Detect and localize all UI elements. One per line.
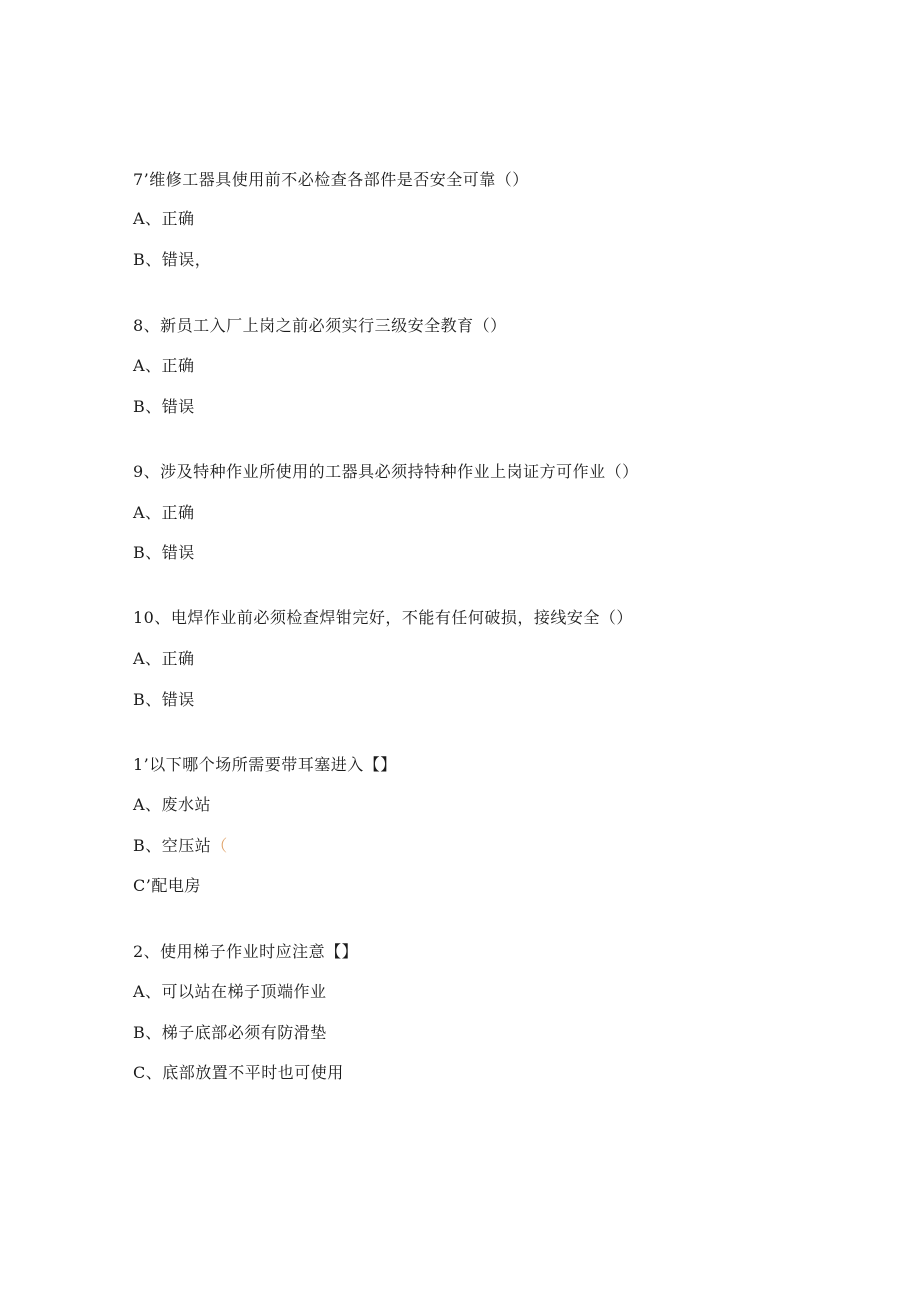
question-8-option-a: A、正确	[133, 356, 195, 375]
question-7-option-a: A、正确	[133, 209, 195, 228]
question-9-stem: 9、涉及特种作业所使用的工器具必须持特种作业上岗证方可作业（）	[133, 462, 639, 481]
mc-question-1-option-c: C’配电房	[133, 876, 201, 895]
question-8-option-b: B、错误	[133, 397, 195, 416]
question-7-option-b: B、错误，	[133, 250, 212, 269]
question-10-option-a: A、正确	[133, 649, 195, 668]
question-7-stem: 7’维修工器具使用前不必检查各部件是否安全可靠（）	[133, 170, 529, 189]
mc-question-1-stem: 1’以下哪个场所需要带耳塞进入【】	[133, 755, 397, 774]
mc-question-2-stem: 2、使用梯子作业时应注意【】	[133, 942, 359, 961]
mc-question-1-option-b: B、空压站	[133, 836, 212, 855]
stray-bracket-mark: （	[211, 836, 228, 855]
question-10-option-b: B、错误	[133, 690, 195, 709]
question-9-option-a: A、正确	[133, 503, 195, 522]
mc-question-2-option-b: B、梯子底部必须有防滑垫	[133, 1023, 327, 1042]
mc-question-2-option-c: C、底部放置不平时也可使用	[133, 1063, 344, 1082]
mc-question-1-option-a: A、废水站	[133, 795, 212, 814]
mc-question-1-option-b-row	[133, 836, 228, 856]
mc-question-2-option-a: A、可以站在梯子顶端作业	[133, 982, 327, 1001]
question-10-stem: 10、电焊作业前必须检查焊钳完好，不能有任何破损，接线安全（）	[133, 608, 633, 627]
question-8-stem: 8、新员工入厂上岗之前必须实行三级安全教育（）	[133, 316, 507, 335]
question-9-option-b: B、错误	[133, 543, 195, 562]
